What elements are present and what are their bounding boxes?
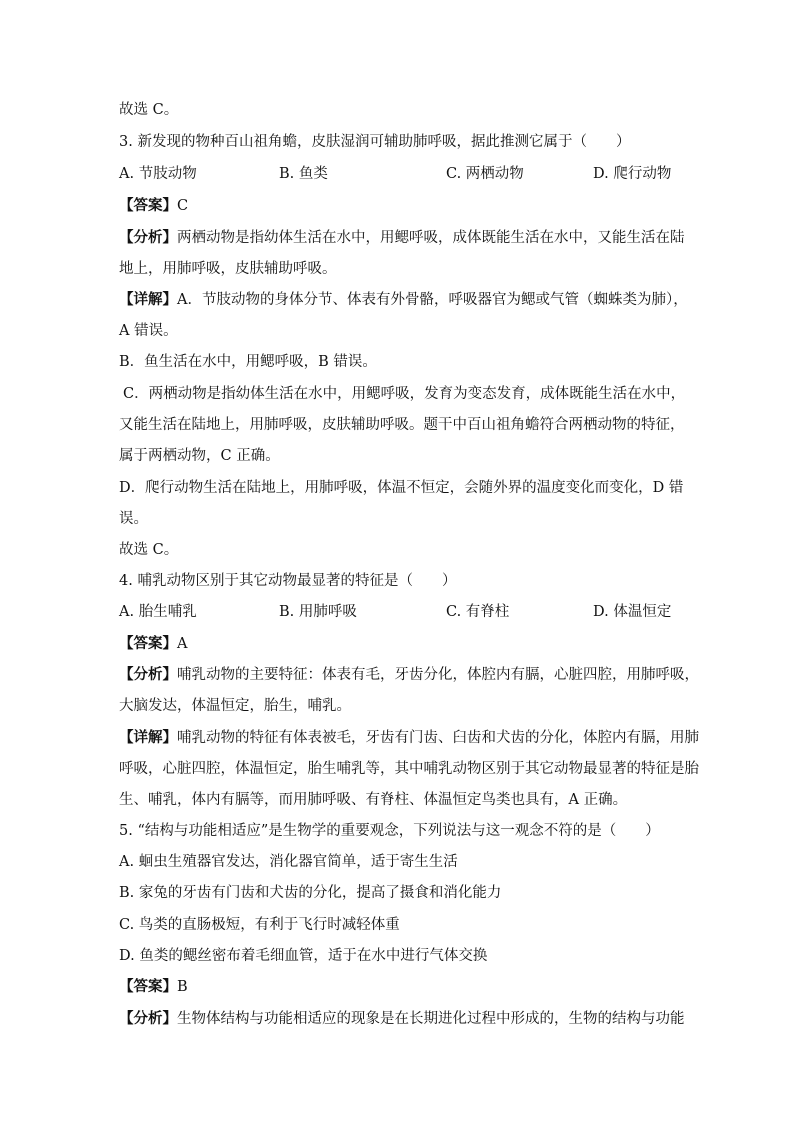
q4-analysis-line-1 bbox=[119, 666, 699, 684]
q4-detail-line-3: 生、哺乳，体内有膈等，而用肺呼吸、有脊柱、体温恒定鸟类也具有，A 正确。 bbox=[119, 792, 628, 808]
q5-option-d: D. 鱼类的鳃丝密布着毛细血管，适于在水中进行气体交换 bbox=[119, 948, 488, 964]
question-5-stem: 5. “结构与功能相适应”是生物学的重要观念，下列说法与这一观念不符的是（ ） bbox=[119, 823, 660, 839]
detail-text: 哺乳动物的特征有体表被毛，牙齿有门齿、臼齿和犬齿的分化，体腔内有膈，用肺 bbox=[177, 730, 699, 746]
q5-answer bbox=[119, 978, 188, 996]
answer-tag: 【答案】 bbox=[119, 978, 177, 995]
q5-option-b: B. 家兔的牙齿有门齿和犬齿的分化，提高了摄食和消化能力 bbox=[119, 885, 502, 901]
q3-analysis-line-1 bbox=[119, 229, 685, 247]
q3-detail-line-1 bbox=[119, 291, 688, 309]
q3-answer bbox=[119, 197, 188, 215]
answer-value: B bbox=[177, 979, 188, 995]
answer-value: A bbox=[177, 636, 188, 652]
q3-detail-line-8: 误。 bbox=[119, 511, 148, 527]
q4-option-b: B. 用肺呼吸 bbox=[279, 604, 357, 620]
answer-tag: 【答案】 bbox=[119, 635, 177, 652]
q4-option-d: D. 体温恒定 bbox=[593, 604, 672, 620]
q3-detail-line-5: 又能生活在陆地上，用肺呼吸，皮肤辅助呼吸。题干中百山祖角蟾符合两栖动物的特征， bbox=[119, 417, 685, 433]
analysis-text: 两栖动物是指幼体生活在水中，用鳃呼吸，成体既能生活在水中，又能生活在陆 bbox=[177, 230, 685, 246]
question-4-stem: 4. 哺乳动物区别于其它动物最显著的特征是（ ） bbox=[119, 573, 457, 589]
q3-option-d: D. 爬行动物 bbox=[593, 166, 672, 182]
analysis-text: 哺乳动物的主要特征：体表有毛，牙齿分化，体腔内有膈，心脏四腔，用肺呼吸， bbox=[177, 667, 699, 683]
analysis-tag: 【分析】 bbox=[119, 229, 177, 246]
q3-option-c: C. 两栖动物 bbox=[446, 166, 524, 182]
analysis-text: 生物体结构与功能相适应的现象是在长期进化过程中形成的，生物的结构与功能 bbox=[177, 1011, 685, 1027]
q3-detail-line-6: 属于两栖动物，C 正确。 bbox=[119, 448, 280, 464]
q3-detail-line-4: C．两栖动物是指幼体生活在水中，用鳃呼吸，发育为变态发育，成体既能生活在水中， bbox=[123, 386, 686, 402]
question-3-stem: 3. 新发现的物种百山祖角蟾，皮肤湿润可辅助肺呼吸，据此推测它属于（ ） bbox=[119, 134, 631, 150]
q3-option-b: B. 鱼类 bbox=[279, 166, 328, 182]
q3-detail-line-3: B．鱼生活在水中，用鳃呼吸，B 错误。 bbox=[119, 354, 377, 370]
q5-option-a: A. 蛔虫生殖器官发达，消化器官简单，适于寄生生活 bbox=[119, 854, 458, 870]
detail-text: A．节肢动物的身体分节、体表有外骨骼，呼吸器官为鳃或气管（蜘蛛类为肺）， bbox=[177, 292, 688, 308]
q3-choose-text: 故选 C。 bbox=[119, 542, 179, 558]
q5-analysis-line-1 bbox=[119, 1010, 685, 1028]
answer-tag: 【答案】 bbox=[119, 197, 177, 214]
q4-detail-line-2: 呼吸，心脏四腔，体温恒定，胎生哺乳等，其中哺乳动物区别于其它动物最显著的特征是胎 bbox=[119, 761, 699, 777]
q3-analysis-line-2: 地上，用肺呼吸，皮肤辅助呼吸。 bbox=[119, 261, 337, 277]
q4-analysis-line-2: 大脑发达，体温恒定，胎生，哺乳。 bbox=[119, 698, 351, 714]
q5-option-c: C. 鸟类的直肠极短，有利于飞行时减轻体重 bbox=[119, 917, 400, 933]
answer-value: C bbox=[177, 198, 189, 214]
analysis-tag: 【分析】 bbox=[119, 1010, 177, 1027]
q4-answer bbox=[119, 635, 187, 653]
q3-detail-line-2: A 错误。 bbox=[119, 323, 178, 339]
q3-detail-line-7: D．爬行动物生活在陆地上，用肺呼吸，体温不恒定，会随外界的温度变化而变化，D 错 bbox=[119, 480, 684, 496]
analysis-tag: 【分析】 bbox=[119, 666, 177, 683]
detail-tag: 【详解】 bbox=[119, 729, 177, 746]
q4-option-a: A. 胎生哺乳 bbox=[119, 604, 197, 620]
q4-detail-line-1 bbox=[119, 729, 699, 747]
q4-option-c: C. 有脊柱 bbox=[446, 604, 510, 620]
detail-tag: 【详解】 bbox=[119, 291, 177, 308]
q3-option-a: A. 节肢动物 bbox=[119, 166, 197, 182]
previous-choose-text: 故选 C。 bbox=[119, 102, 179, 118]
